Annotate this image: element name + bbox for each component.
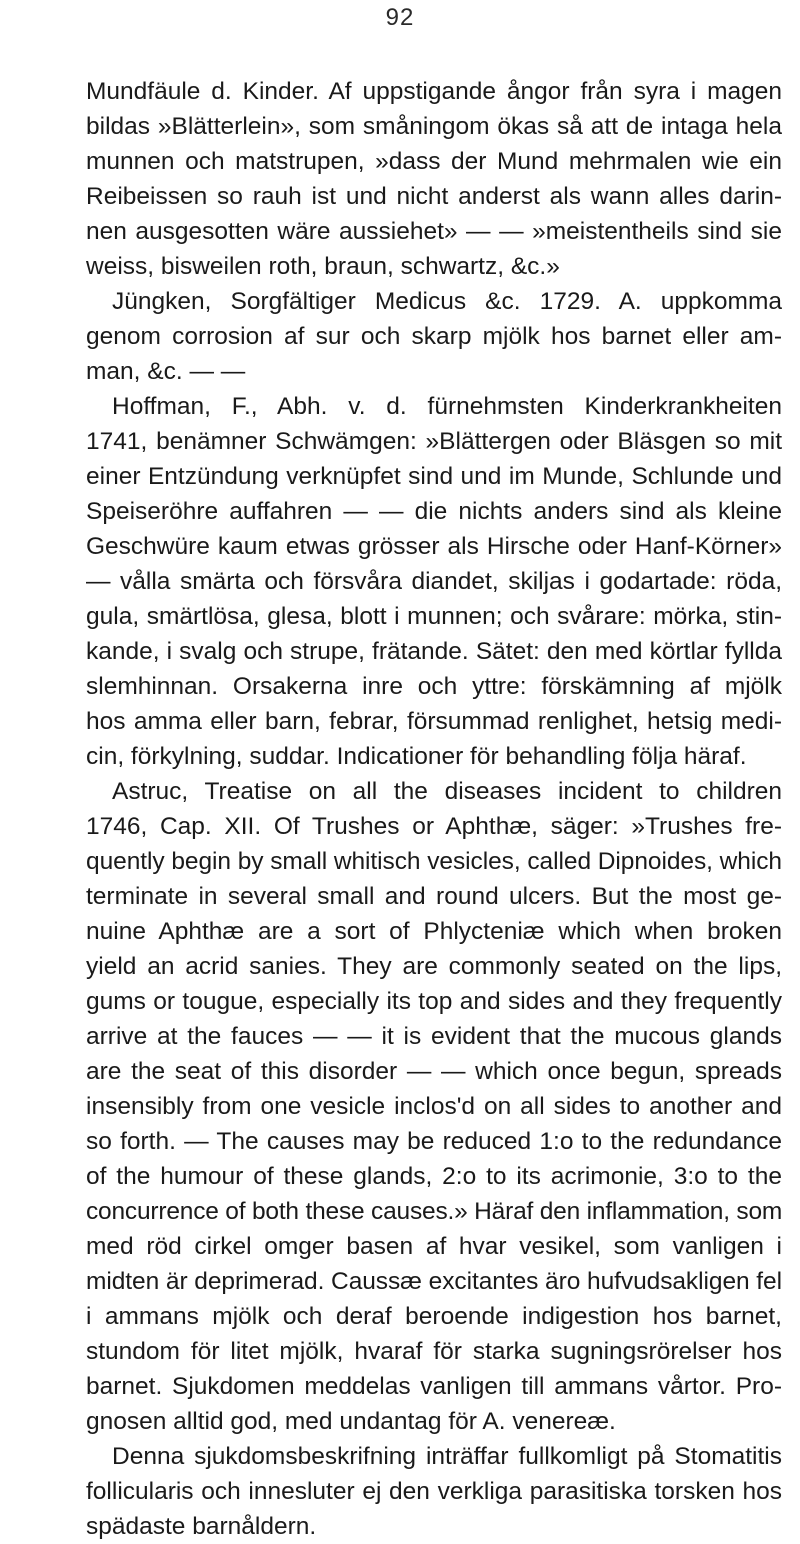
text-line: Denna sjukdomsbeskrifning inträffar fullkomligt på Stomatitis — [112, 1443, 782, 1470]
text-line: yield an acrid sanies. They are commonly seated on the lips, — [86, 953, 782, 980]
text-line: barnet. Sjukdomen meddelas vanligen till ammans vårtor. Pro- — [86, 1373, 782, 1400]
text-line: gnosen alltid god, med undantag för A. venereæ. — [86, 1408, 616, 1435]
text-line: follicularis och innesluter ej den verkliga parasitiska torsken hos — [86, 1478, 782, 1505]
text-line: kande, i svalg och strupe, frätande. Sätet: den med körtlar fyllda — [86, 638, 782, 665]
text-line: einer Entzündung verknüpfet sind und im Munde, Schlunde und — [86, 463, 782, 490]
text-line: gula, smärtlösa, glesa, blott i munnen; och svårare: mörka, stin- — [86, 603, 782, 630]
text-line: nen ausgesotten wäre aussiehet» — — »meistentheils sind sie — [86, 218, 782, 245]
text-line: genom corrosion af sur och skarp mjölk hos barnet eller am- — [86, 323, 782, 350]
text-line: nuine Aphthæ are a sort of Phlycteniæ which when broken — [86, 918, 782, 945]
text-line: concurrence of both these causes.» Häraf den inflammation, som — [86, 1198, 783, 1225]
text-line: med röd cirkel omger basen af hvar vesikel, som vanligen i — [86, 1233, 782, 1260]
text-line: insensibly from one vesicle inclos'd on all sides to another and — [86, 1093, 782, 1120]
text-line: are the seat of this disorder — — which once begun, spreads — [86, 1058, 782, 1085]
text-line: Mundfäule d. Kinder. Af uppstigande ångor från syra i magen — [86, 78, 782, 105]
text-line: Reibeissen so rauh ist und nicht anderst als wann alles darin- — [86, 183, 782, 210]
text-line: Speiseröhre auffahren — — die nichts anders sind als kleine — [86, 498, 782, 525]
body-text — [86, 74, 782, 1544]
text-line: 1746, Cap. XII. Of Trushes or Aphthæ, säger: »Trushes fre- — [86, 813, 782, 840]
text-line: munnen och matstrupen, »dass der Mund mehrmalen wie ein — [86, 148, 782, 175]
text-line: bildas »Blätterlein», som småningom ökas så att de intaga hela — [86, 113, 782, 140]
text-line: terminate in several small and round ulcers. But the most ge- — [86, 883, 782, 910]
text-line: i ammans mjölk och deraf beroende indigestion hos barnet, — [86, 1303, 782, 1330]
text-line: gums or tougue, especially its top and sides and they frequently — [86, 988, 782, 1015]
text-line: spädaste barnåldern. — [86, 1513, 317, 1540]
page-number: 92 — [385, 4, 415, 31]
text-line: arrive at the fauces — — it is evident that the mucous glands — [86, 1023, 782, 1050]
text-line: weiss, bisweilen roth, braun, schwartz, &c.» — [86, 253, 560, 280]
text-line: Hoffman, F., Abh. v. d. fürnehmsten Kinderkrankheiten — [112, 393, 782, 420]
text-line: quently begin by small whitisch vesicles, called Dipnoides, which — [86, 848, 782, 875]
text-line: — vålla smärta och försvåra diandet, skiljas i godartade: röda, — [86, 568, 782, 595]
text-line: of the humour of these glands, 2:o to its acrimonie, 3:o to the — [86, 1163, 782, 1190]
text-line: cin, förkylning, suddar. Indicationer för behandling följa häraf. — [86, 743, 747, 770]
text-line: Astruc, Treatise on all the diseases incident to children — [112, 778, 782, 805]
text-line: stundom för litet mjölk, hvaraf för starka sugningsrörelser hos — [86, 1338, 782, 1365]
text-line: 1741, benämner Schwämgen: »Blättergen oder Bläsgen so mit — [86, 428, 782, 455]
text-line: slemhinnan. Orsakerna inre och yttre: förskämning af mjölk — [86, 673, 782, 700]
text-line: hos amma eller barn, febrar, försummad renlighet, hetsig medi- — [86, 708, 782, 735]
text-line: Geschwüre kaum etwas grösser als Hirsche oder Hanf-Körner» — [86, 533, 782, 560]
text-line: so forth. — The causes may be reduced 1:o to the redundance — [86, 1128, 782, 1155]
text-line: midten är deprimerad. Caussæ excitantes äro hufvudsakligen fel — [86, 1268, 782, 1295]
text-line: man, &c. — — — [86, 358, 246, 385]
text-line: Jüngken, Sorgfältiger Medicus &c. 1729. A. uppkomma — [112, 288, 782, 315]
